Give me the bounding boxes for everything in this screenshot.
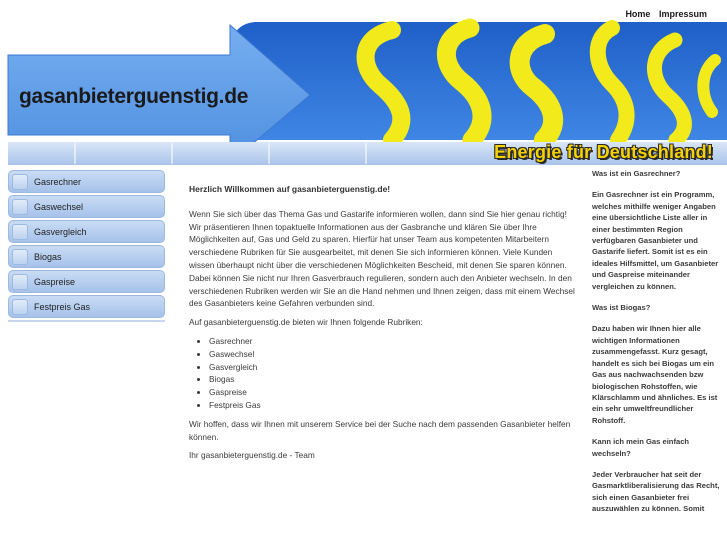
rubrics-list xyxy=(189,335,575,412)
list-item: • Gaspreise xyxy=(209,386,575,399)
main-content xyxy=(189,183,575,468)
faq-answer: Jeder Verbraucher hat seit der Gasmarktliberalisierung das Recht, sich einen Gasanbieter frei auszuwählen zu können. Somit xyxy=(592,469,720,514)
sidebar-divider xyxy=(8,320,165,322)
sidebar-item-label: Gaspreise xyxy=(34,276,76,287)
sidebar-item-festpreis-gas[interactable] xyxy=(8,295,165,318)
sidebar-item-label: Gaswechsel xyxy=(34,201,84,212)
sidebar-item-label: Biogas xyxy=(34,251,62,262)
sidebar-item-label: Gasvergleich xyxy=(34,226,87,237)
square-bullet-icon xyxy=(12,199,28,215)
list-item: • Festpreis Gas xyxy=(209,399,575,412)
square-bullet-icon xyxy=(12,249,28,265)
sidebar-item-biogas[interactable] xyxy=(8,245,165,268)
list-item: • Gasrechner xyxy=(209,335,575,348)
sidebar-nav xyxy=(8,170,165,322)
sidebar-item-gaswechsel[interactable] xyxy=(8,195,165,218)
list-item: • Biogas xyxy=(209,373,575,386)
square-bullet-icon xyxy=(12,299,28,315)
info-column xyxy=(592,168,722,525)
slogan: Energie für Deutschland! xyxy=(494,142,713,162)
faq-answer: Ein Gasrechner ist ein Programm, welches mithilfe weniger Angaben eine übersichtliche Liste aller in einer bestimmten Region verfügbaren Gasanbieter und Gastarife liefert. Somit ist es ein ideales Hilfsmittel, um Gasanbieter und Gaspreise miteinander vergleichen zu können. xyxy=(592,190,719,291)
square-bullet-icon xyxy=(12,224,28,240)
faq-answer: Dazu haben wir Ihnen hier alle wichtigen Informationen zusammengefasst. Kurz gesagt, handelt es sich bei Biogas um ein Gas aus nachwachsenden bzw biologischen Rohstoffen, wie Klärschlamm und ähnliches. Es ist ein sehr umweltfreundlicher Rohstoff. xyxy=(592,324,718,425)
signature: Ihr gasanbieterguenstig.de - Team xyxy=(189,450,315,461)
faq-question: Kann ich mein Gas einfach wechseln? xyxy=(592,437,690,458)
rubrics-intro: Auf gasanbieterguenstig.de bieten wir Ihnen folgende Rubriken: xyxy=(189,317,423,328)
square-bullet-icon xyxy=(12,174,28,190)
sidebar-item-gasrechner[interactable] xyxy=(8,170,165,193)
page-title: Herzlich Willkommen auf gasanbieterguenstig.de! xyxy=(189,184,391,194)
header-banner xyxy=(0,0,727,168)
sidebar-item-label: Gasrechner xyxy=(34,176,82,187)
square-bullet-icon xyxy=(12,274,28,290)
intro-paragraph: Wenn Sie sich über das Thema Gas und Gastarife informieren wollen, dann sind Sie hier genau richtig! Wir präsentieren Ihnen topaktuelle Informationen aus der Gasbranche und klären Sie über Ihre Möglichkeiten auf, Gas und Geld zu sparen. Hierfür hat unser Team aus kompetenten Mitarbeitern verschiedene Rubriken für Sie ausgearbeitet, mit denen Sie sich informieren können. Viele Kunden wissen überhaupt nicht über die verschiedenen Möglichkeiten Bescheid, mit denen Sie sparen können. Dabei können Sie nicht nur Ihren Gasverbrauch regulieren, sondern auch den Anbieter wechseln. In den verschiedenen Rubriken werden wir Sie an die Hand nehmen und Ihnen zeigen, dass mit einem Wechsel des Gasanbieters keine Gefahren verbunden sind. xyxy=(189,208,575,309)
site-logo[interactable]: gasanbieterguenstig.de xyxy=(19,85,249,108)
list-item: • Gaswechsel xyxy=(209,348,575,361)
sidebar-item-gasvergleich[interactable] xyxy=(8,220,165,243)
faq-question: Was ist ein Gasrechner? xyxy=(592,169,681,178)
faq-question: Was ist Biogas? xyxy=(592,303,651,313)
list-item: • Gasvergleich xyxy=(209,361,575,374)
nav-link-impressum[interactable]: Impressum xyxy=(658,9,707,19)
closing-paragraph: Wir hoffen, dass wir Ihnen mit unserem Service bei der Suche nach dem passenden Gasanbieter helfen können. xyxy=(189,418,571,442)
sidebar-item-gaspreise[interactable] xyxy=(8,270,165,293)
nav-link-home[interactable]: Home xyxy=(625,9,651,19)
sidebar-item-label: Festpreis Gas xyxy=(34,301,91,312)
